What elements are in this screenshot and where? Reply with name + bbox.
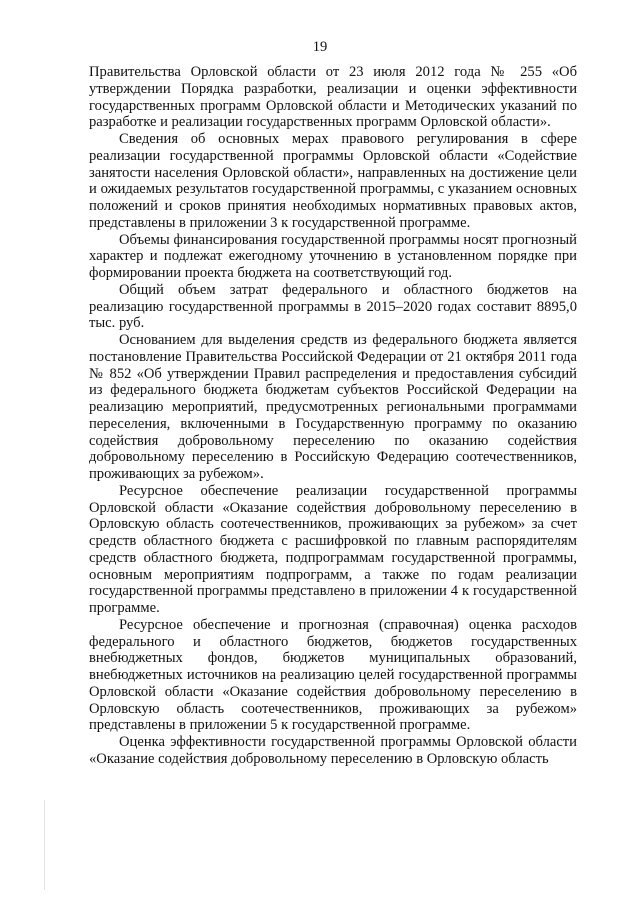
paragraph-1: Правительства Орловской области от 23 июля 2012 года № 255 «Об утверждении Порядка разработки, реализации и оценки эффективности государственных программ Орловской области и Методических указаний по разработке и реализации государственных программ Орловской области». [89, 64, 577, 131]
scan-fold-line [44, 800, 45, 890]
paragraph-6: Ресурсное обеспечение реализации государственной программы Орловской области «Оказание содействия добровольному переселению в Орловскую область соотечественников, проживающих за рубежом» за счет средств областного бюджета с расшифровкой по главным распорядителям средств областного бюджета, подпрограммам государственной программы, основным мероприятиям подпрограмм, а также по годам реализации государственной программы представлено в приложении 4 к государственной программе. [89, 482, 577, 616]
paragraph-4: Общий объем затрат федерального и областного бюджетов на реализацию государственной программы в 2015–2020 годах составит 8895,0 тыс. руб. [89, 281, 577, 332]
paragraph-8: Оценка эффективности государственной программы Орловской области «Оказание содействия добровольному переселению в Орловскую область [89, 734, 577, 767]
paragraph-7: Ресурсное обеспечение и прогнозная (справочная) оценка расходов федерального и областного бюджетов, бюджетов государственных внебюджетных фондов, бюджетов муниципальных образований, внебюджетных источников на реализацию целей государственной программы Орловской области «Оказание содействия добровольному переселению в Орловскую область соотечественников, проживающих за рубежом» представлены в приложении 5 к государственной программе. [89, 616, 577, 734]
body-text [89, 64, 577, 768]
paragraph-3: Объемы финансирования государственной программы носят прогнозный характер и подлежат ежегодному уточнению в установленном порядке при формировании проекта бюджета на соответствующий год. [89, 231, 577, 281]
paragraph-5: Основанием для выделения средств из федерального бюджета является постановление Правительства Российской Федерации от 21 октября 2011 года № 852 «Об утверждении Правил распределения и предоставления субсидий из федерального бюджета бюджетам субъектов Российской Федерации на реализацию мероприятий, предусмотренных региональными программами переселения, включенными в Государственную программу по оказанию содействия добровольному переселению по оказанию содействия добровольному переселению в Российскую Федерацию соотечественников, проживающих за рубежом». [89, 332, 577, 482]
page-number: 19 [312, 39, 328, 55]
paragraph-2: Сведения об основных мерах правового регулирования в сфере реализации государственной программы Орловской области «Содействие занятости населения Орловской области», направленных на достижение цели и ожидаемых результатов государственной программы, с указанием основных положений и сроков принятия необходимых нормативных правовых актов, представлены в приложении 3 к государственной программе. [89, 131, 577, 231]
